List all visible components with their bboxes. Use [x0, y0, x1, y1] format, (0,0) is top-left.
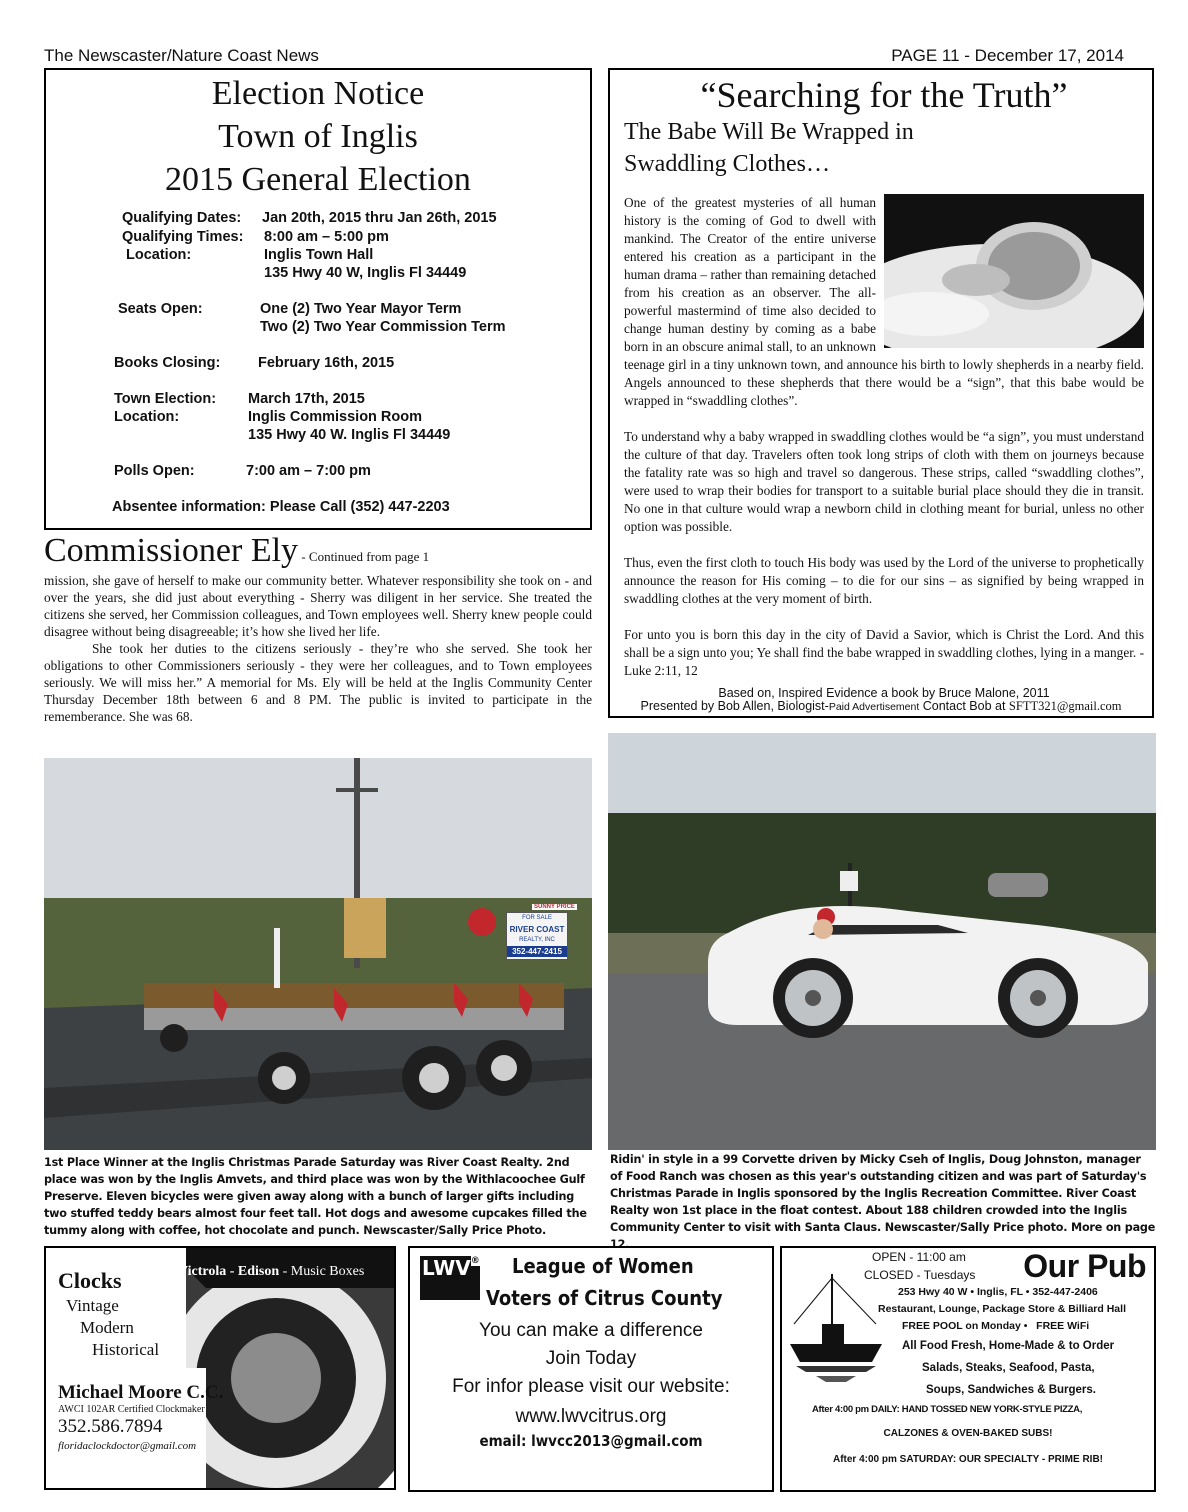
location-value-1: Inglis Town Hall — [264, 247, 374, 263]
clocks-ad — [44, 1246, 396, 1490]
sleeping-baby-photo — [884, 194, 1144, 348]
sign-for-sale: FOR SALE — [522, 915, 552, 921]
pub-menu-2: Soups, Sandwiches & Burgers. — [926, 1384, 1096, 1396]
clocks-banner-brands: Victrola - Edison — [178, 1264, 280, 1279]
ely-article — [44, 572, 592, 725]
polls-open-value: 7:00 am – 7:00 pm — [246, 463, 371, 479]
books-closing-label: Books Closing: — [114, 355, 221, 371]
pub-address: 253 Hwy 40 W • Inglis, FL • 352-447-2406 — [898, 1286, 1098, 1298]
page-number-date: PAGE 11 - December 17, 2014 — [891, 46, 1124, 65]
clockmaker-email: floridaclockdoctor@gmail.com — [58, 1440, 197, 1452]
qualifying-dates-label: Qualifying Dates: — [122, 210, 242, 226]
clockmaker-certification: AWCI 102AR Certified Clockmaker — [58, 1404, 205, 1415]
sign-phone: 352-447-2415 — [507, 946, 567, 957]
pub-open-hours: OPEN - 11:00 am — [872, 1250, 966, 1264]
truth-paragraph: To understand why a baby wrapped in swaddling clothes would be “a sign”, you must understand the culture of that day. Travelers often took long strips of cloth with them on journeys because the fatality rate was so high and travel so dangerous. These strips, called “swaddling clothes”, were used to wrap their bodies for transport to a suitable burial place should they die in transit. No one in that culture would wrap a newborn child in clothing meant for burial, unless no other option was possible. — [624, 429, 1144, 534]
clockmaker-name: Michael Moore C.C. — [58, 1382, 224, 1403]
location-2-value-2: 135 Hwy 40 W. Inglis Fl 34449 — [248, 427, 451, 443]
truth-paragraph: For unto you is born this day in the city of David a Savior, which is Christ the Lord. And this shall be a sign unto you; Ye shall find the babe wrapped in swaddling clothes, lying in a manger. - Luke 2:11, 12 — [624, 627, 1144, 678]
lwv-logo — [420, 1256, 480, 1300]
election-title: Election Notice — [211, 75, 425, 112]
lwv-email[interactable]: email: lwvcc2013@gmail.com — [479, 1432, 703, 1450]
qualifying-dates-value: Jan 20th, 2015 thru Jan 26th, 2015 — [262, 210, 497, 226]
pub-closed-day: CLOSED - Tuesdays — [864, 1268, 976, 1282]
shrimp-boat-illustration — [786, 1264, 886, 1404]
town-election-value: March 17th, 2015 — [248, 391, 365, 407]
truth-credit-presenter — [610, 699, 1152, 714]
sign-realty: REALTY, INC — [519, 937, 555, 943]
election-subtitle: 2015 General Election — [165, 161, 471, 198]
sign-company: RIVER COAST — [509, 925, 565, 934]
lwv-registered-mark: ® — [470, 1256, 480, 1266]
lwv-join: Join Today — [545, 1348, 637, 1369]
lwv-name-1: League of Women — [512, 1254, 694, 1278]
clocks-banner — [178, 1264, 364, 1280]
corvette-photo — [608, 733, 1156, 1150]
truth-credit-source: Based on, Inspired Evidence a book by Bruce Malone, 2011 — [718, 686, 1050, 700]
election-town: Town of Inglis — [218, 118, 418, 155]
clocks-vintage: Vintage — [66, 1296, 119, 1315]
pub-daily-special: After 4:00 pm DAILY: HAND TOSSED NEW YORK-STYLE PIZZA, — [812, 1404, 1083, 1415]
lwv-tagline: You can make a difference — [479, 1320, 703, 1341]
parade-float-caption: 1st Place Winner at the Inglis Christmas Parade Saturday was River Coast Realty. 2nd place was won by the Inglis Amvets, and third place was won by the Withlacoochee Gulf Preserve. Eleven bicycles were given away along with a bunch of larger gifts including two stuffed teddy bears almost four feet tall. Hot dogs and awesome cupcakes filled the tummy along with coffee, hot chocolate and punch. Newscaster/Sally Price Photo. — [44, 1156, 587, 1237]
corvette-caption: Ridin' in style in a 99 Corvette driven by Micky Cseh of Inglis, Doug Johnston, manager of Food Ranch was chosen as this year's outstanding citizen and was part of Saturday's Christmas Parade in Inglis sponsored by the Inglis Recreation Committee. River Coast Realty won 1st place in the float contest. About 188 children crowded into the Inglis Community Center to visit with Santa Claus. Newscaster/Sally Price photo. More on page 12. — [610, 1153, 1156, 1251]
float-sign — [506, 912, 568, 960]
float-sign-top: SUNNY PRICE — [534, 904, 575, 910]
truth-subtitle-2: Swaddling Clothes… — [624, 151, 831, 177]
town-election-label: Town Election: — [114, 391, 217, 407]
seats-open-value-2: Two (2) Two Year Commission Term — [260, 319, 506, 335]
pub-name: Our Pub — [1023, 1248, 1146, 1284]
contact-label: Contact Bob at — [919, 699, 1009, 713]
polls-open-label: Polls Open: — [114, 463, 195, 479]
location-label: Location: — [126, 247, 192, 263]
our-pub-ad — [780, 1246, 1156, 1492]
absentee-info: Absentee information: Please Call (352) 447-2203 — [112, 499, 450, 515]
qualifying-times-label: Qualifying Times: — [122, 229, 244, 245]
clocks-modern: Modern — [80, 1318, 134, 1337]
parade-float-photo — [44, 758, 592, 1150]
ely-paragraph: mission, she gave of herself to make our community better. Whatever responsibility she took on - and over the years, she did just about everything - Sherry was diligent in her service. She treated the citizens she served, her Commission colleagues, and Town employees well. Sherry knew people could disagree without being disagreeable; it’s how she lived her life. — [44, 573, 592, 639]
location-2-value-1: Inglis Commission Room — [248, 409, 423, 425]
clocks-banner-music: - Music Boxes — [279, 1264, 365, 1279]
truth-paragraph: One of the greatest mysteries of all human history is the coming of God to dwell with mankind. The Creator of the entire universe entered his creation as a participant in the human drama – rather than remaining detached from his creation as an observer. The all-powerful mastermind of time also decided to change human destiny by coming as a babe born in an obscure animal stall, to an unknown teenage girl in a tiny unknown town, and announce his birth to lowly shepherds in a nearby field. Angels announced to these shepherds that there would be a “sign”, that this babe would be wrapped in “swaddling clothes”. — [624, 195, 1144, 408]
qualifying-times-value: 8:00 am – 5:00 pm — [264, 229, 389, 245]
location-value-2: 135 Hwy 40 W, Inglis Fl 34449 — [264, 265, 467, 281]
truth-title: “Searching for the Truth” — [700, 75, 1068, 115]
paid-ad-label: Paid Advertisement — [828, 701, 920, 713]
seats-open-label: Seats Open: — [118, 301, 203, 317]
truth-subtitle-1: The Babe Will Be Wrapped in — [624, 119, 914, 145]
ely-title: Commissioner Ely — [44, 532, 299, 569]
pub-free-pool-wifi: FREE POOL on Monday • FREE WiFi — [902, 1320, 1090, 1332]
lwv-website-prompt: For infor please visit our website: — [452, 1376, 730, 1397]
seats-open-value-1: One (2) Two Year Mayor Term — [260, 301, 462, 317]
presenter-name: Presented by Bob Allen, Biologist- — [640, 699, 829, 713]
pub-daily-special-2: CALZONES & OVEN-BAKED SUBS! — [883, 1428, 1053, 1439]
lwv-url[interactable]: www.lwvcitrus.org — [515, 1406, 667, 1427]
ely-continued: - Continued from page 1 — [298, 549, 430, 564]
newspaper-name: The Newscaster/Nature Coast News — [44, 46, 319, 65]
ely-paragraph: She took her duties to the citizens seriously - they’re who she served. She took her obligations to other Commissioners seriously - they were her colleagues, and to Town employees seriously. We will miss her.” A memorial for Ms. Ely will be held at the Inglis Community Center Thursday December 18th between 6 and 8 PM. The public is invited to participate in the rememberance. She was 68. — [44, 641, 592, 724]
lwv-ad — [408, 1246, 774, 1492]
clocks-heading: Clocks — [58, 1268, 122, 1293]
pub-description: Restaurant, Lounge, Package Store & Billiard Hall — [878, 1303, 1126, 1315]
truth-paragraph: Thus, even the first cloth to touch His body was used by the Lord of the universe to prophetically announce the reason for His coming – to die for our sins – as signified by being wrapped in swaddling clothes at the very moment of birth. — [624, 555, 1144, 606]
pub-food-fresh: All Food Fresh, Home-Made & to Order — [902, 1340, 1115, 1352]
pub-menu-1: Salads, Steaks, Seafood, Pasta, — [922, 1362, 1095, 1374]
books-closing-value: February 16th, 2015 — [258, 355, 395, 371]
election-notice — [44, 68, 592, 530]
location-2-label: Location: — [114, 409, 180, 425]
clocks-historical: Historical — [92, 1340, 160, 1359]
lwv-name-2: Voters of Citrus County — [486, 1286, 723, 1310]
clockmaker-phone: 352.586.7894 — [58, 1416, 163, 1437]
contact-email: SFTT321@gmail.com — [1008, 699, 1122, 713]
pub-saturday-special: After 4:00 pm SATURDAY: OUR SPECIALTY - PRIME RIB! — [832, 1454, 1104, 1465]
ely-headline — [44, 532, 429, 570]
truth-article — [608, 68, 1154, 718]
lwv-logo-text: LWV — [422, 1256, 471, 1280]
